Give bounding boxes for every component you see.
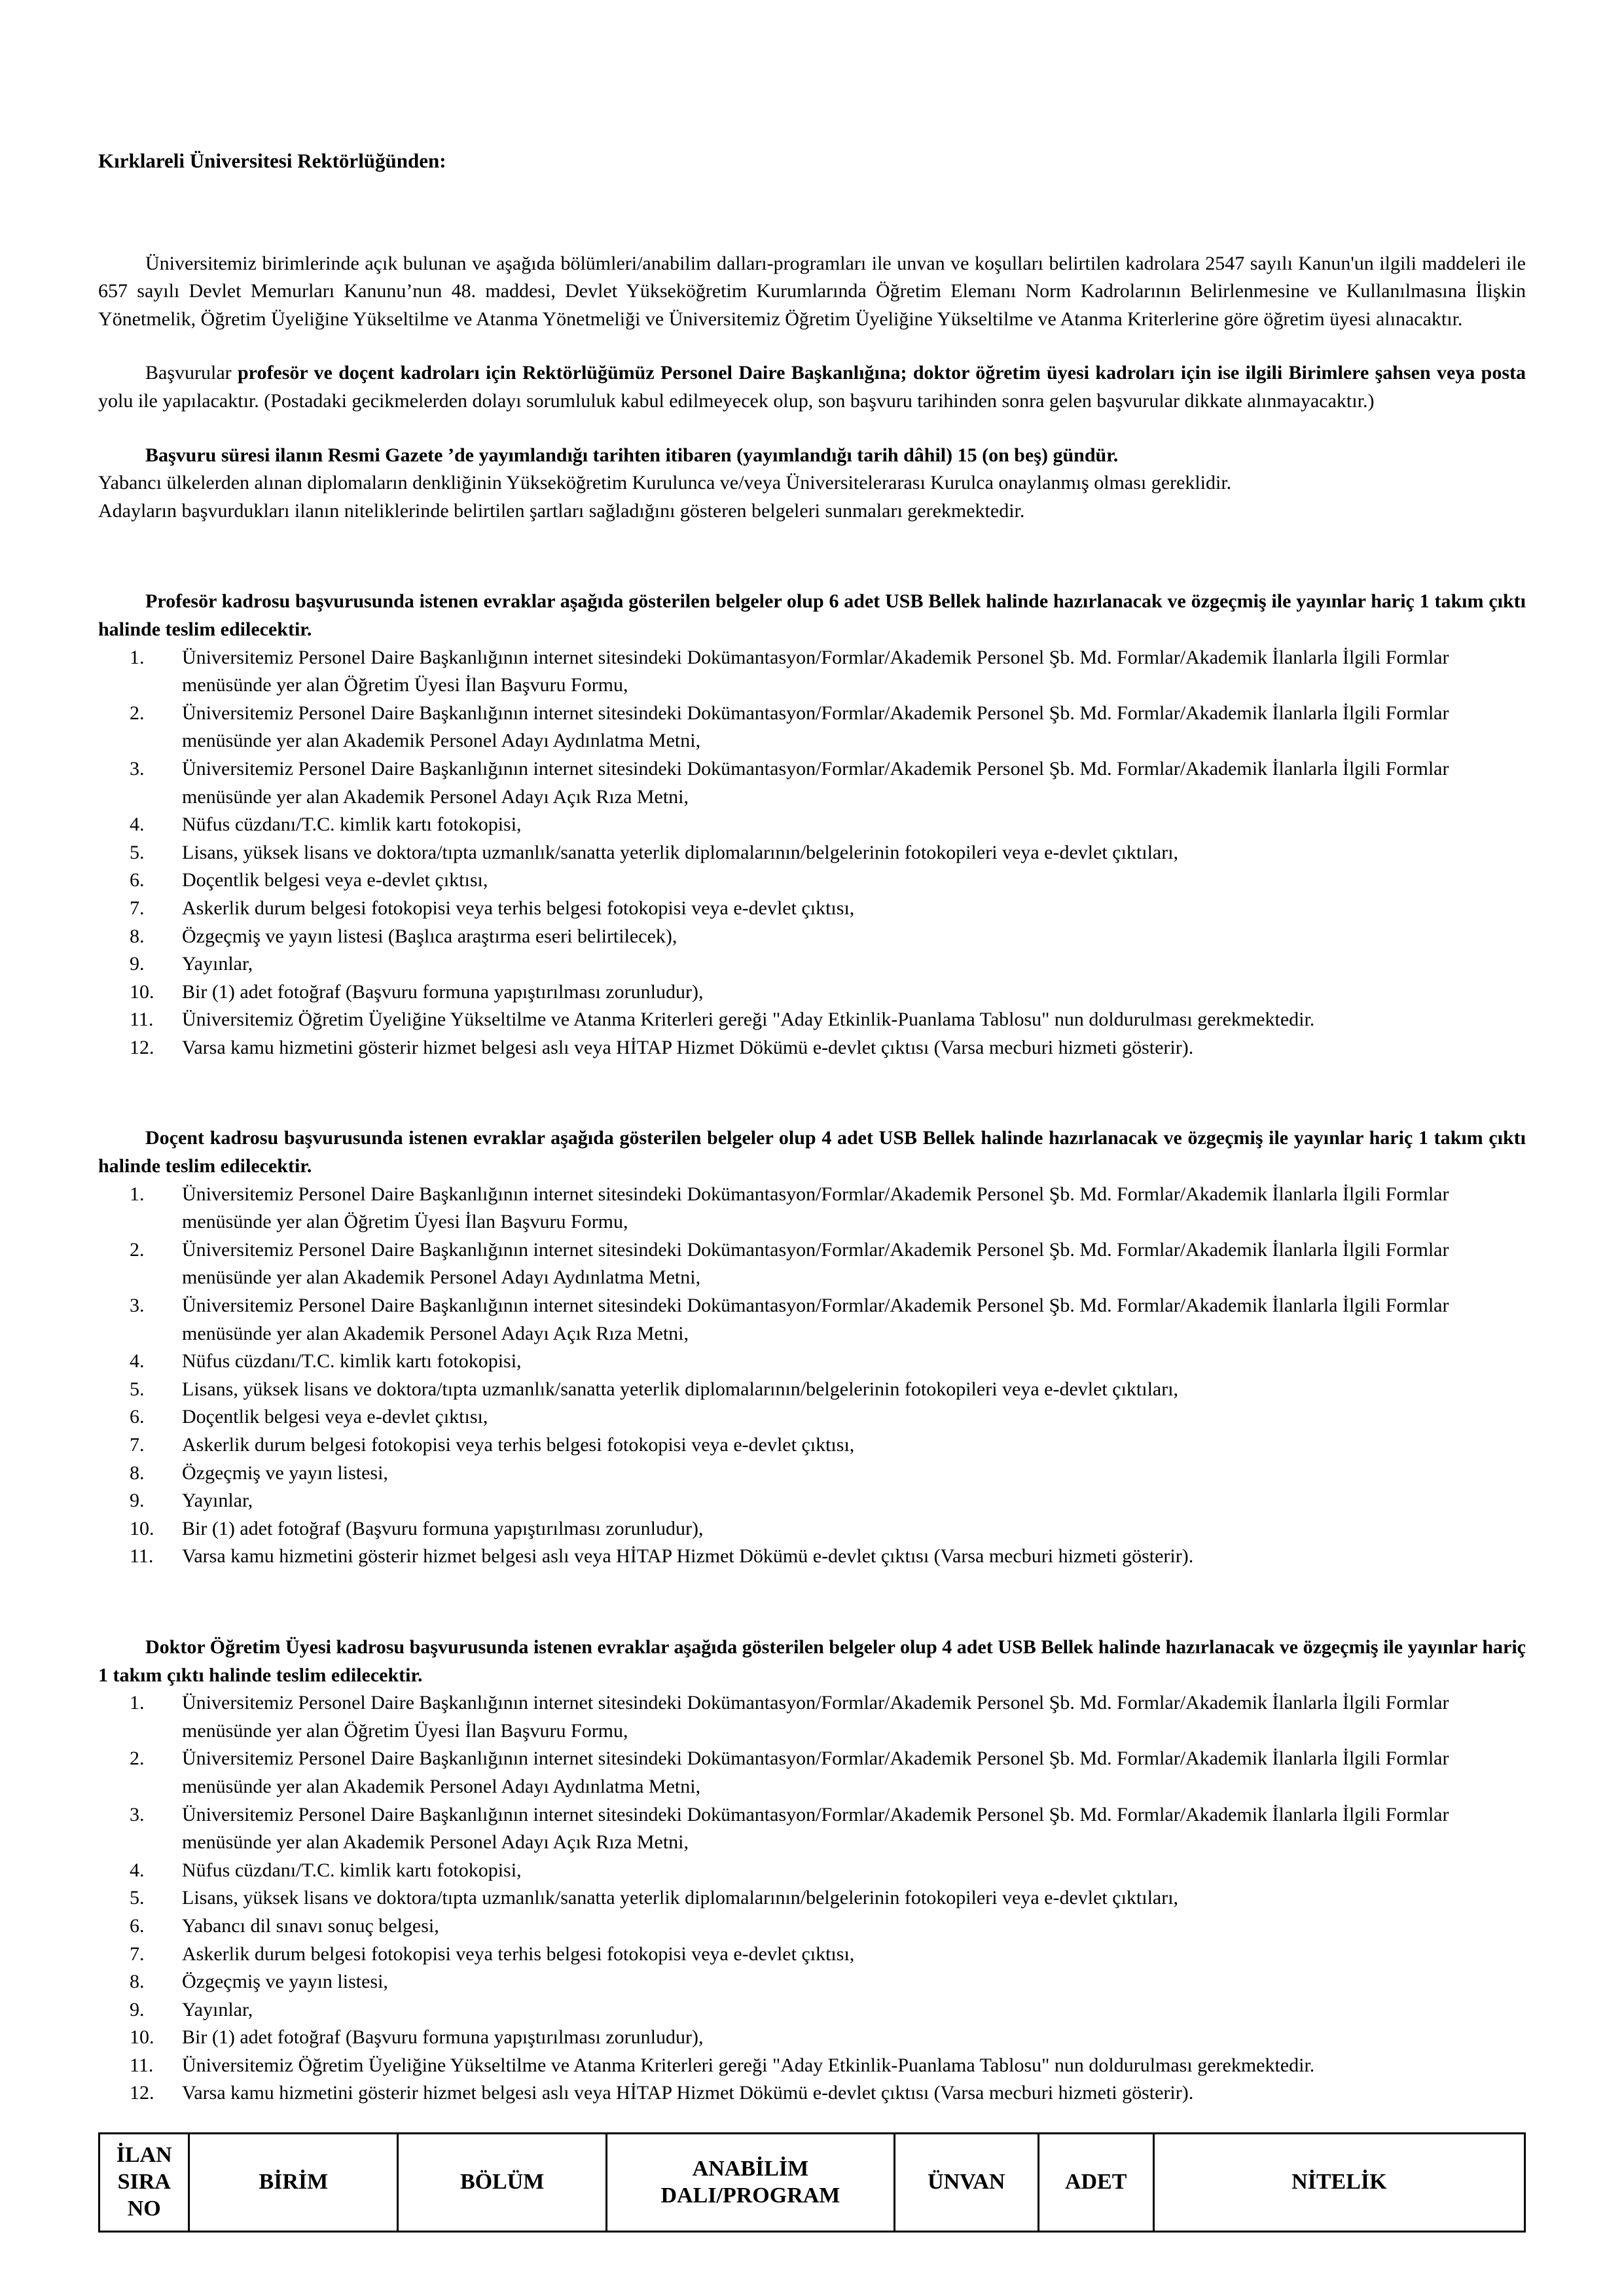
- list-item-text: Özgeçmiş ve yayın listesi,: [182, 1462, 388, 1484]
- list-item: [98, 1236, 1526, 1292]
- list-item: [98, 1912, 1526, 1941]
- kadro-table: [98, 2132, 1526, 2233]
- col-header-birim: BİRİM: [189, 2134, 398, 2232]
- col-header-bolum: BÖLÜM: [398, 2134, 607, 2232]
- list-item: [98, 1181, 1526, 1236]
- list-item: [98, 1884, 1526, 1912]
- list-item-text: Doçentlik belgesi veya e-devlet çıktısı,: [182, 869, 488, 891]
- list-item-number: 9.: [130, 1490, 145, 1512]
- list-item-number: 4.: [130, 1859, 145, 1881]
- list-item-number: 1.: [130, 1183, 145, 1205]
- list-item-text: Askerlik durum belgesi fotokopisi veya terhis belgesi fotokopisi veya e-devlet çıktısı,: [182, 1943, 855, 1965]
- list-item: [98, 1431, 1526, 1460]
- application-paragraph: [98, 359, 1526, 415]
- col-header-unvan: ÜNVAN: [894, 2134, 1038, 2232]
- list-item-text: Yabancı dil sınavı sonuç belgesi,: [182, 1914, 439, 1937]
- list-item-number: 4.: [130, 814, 145, 836]
- spacer: [98, 416, 1526, 442]
- list-item-number: 7.: [130, 1434, 145, 1456]
- spacer: [98, 333, 1526, 359]
- list-item-number: 10.: [130, 980, 154, 1003]
- list-item-text: Üniversitemiz Personel Daire Başkanlığının internet sitesindeki Dokümantasyon/Formlar/Akademik Personel Şb. Md. Formlar/Akademik İlanlarla İlgili Formlar menüsünde yer alan Akademik Personel Adayı Aydınlatma Metni,: [182, 1748, 1449, 1797]
- list-item: [98, 755, 1526, 811]
- list-item-number: 11.: [130, 2054, 154, 2076]
- list-item-number: 4.: [130, 1350, 145, 1372]
- list-item-text: Üniversitemiz Personel Daire Başkanlığının internet sitesindeki Dokümantasyon/Formlar/Akademik Personel Şb. Md. Formlar/Akademik İlanlarla İlgili Formlar menüsünde yer alan Öğretim Üyesi İlan Başvuru Formu,: [182, 646, 1449, 696]
- list-item-number: 7.: [130, 897, 145, 919]
- list-item-text: Bir (1) adet fotoğraf (Başvuru formuna yapıştırılması zorunludur),: [182, 2026, 704, 2049]
- table-header-row: [99, 2134, 1525, 2232]
- list-item-number: 6.: [130, 1914, 145, 1937]
- list-item-text: Varsa kamu hizmetini gösterir hizmet belgesi aslı veya HİTAP Hizmet Dökümü e-devlet çıktısı (Varsa mecburi hizmeti gösterir).: [182, 2082, 1194, 2104]
- list-item: [98, 923, 1526, 951]
- spacer: [98, 1062, 1526, 1124]
- col-header-ilan-sira-no: [99, 2134, 189, 2232]
- list-item-text: Nüfus cüzdanı/T.C. kimlik kartı fotokopisi,: [182, 1350, 522, 1372]
- list-item: [98, 1292, 1526, 1348]
- list-item: [98, 811, 1526, 839]
- col-header-adet: ADET: [1038, 2134, 1153, 2232]
- col-header-anabilim-dali-program: [607, 2134, 895, 2232]
- list-item-text: Varsa kamu hizmetini gösterir hizmet belgesi aslı veya HİTAP Hizmet Dökümü e-devlet çıktısı (Varsa mecburi hizmeti gösterir).: [182, 1545, 1194, 1568]
- requirements-list-doktor-ogretim-uyesi: [98, 1689, 1526, 2108]
- list-item-text: Lisans, yüksek lisans ve doktora/tıpta uzmanlık/sanatta yeterlik diplomalarının/belgelerinin fotokopileri veya e-devlet çıktıları,: [182, 1378, 1179, 1400]
- list-item: [98, 839, 1526, 867]
- list-item: [98, 1006, 1526, 1034]
- list-item-number: 9.: [130, 1998, 145, 2020]
- list-item-number: 8.: [130, 1462, 145, 1484]
- list-item-number: 7.: [130, 1943, 145, 1965]
- list-item-number: 11.: [130, 1545, 154, 1568]
- kadro-table-head: [99, 2134, 1525, 2232]
- application-lead: Başvurular: [145, 362, 238, 384]
- list-item: [98, 1996, 1526, 2024]
- list-item-number: 12.: [130, 2082, 154, 2104]
- list-item: [98, 700, 1526, 755]
- list-item-text: Doçentlik belgesi veya e-devlet çıktısı,: [182, 1406, 488, 1428]
- list-item: [98, 1857, 1526, 1885]
- list-item-number: 3.: [130, 757, 145, 780]
- list-item-number: 1.: [130, 646, 145, 668]
- application-bold: profesör ve doçent kadroları için Rektörlüğümüz Personel Daire Başkanlığına; doktor öğretim üyesi kadroları için ise ilgili Birimlere şahsen veya posta: [237, 362, 1526, 384]
- list-item-number: 11.: [130, 1009, 154, 1031]
- list-item-text: Bir (1) adet fotoğraf (Başvuru formuna yapıştırılması zorunludur),: [182, 1517, 704, 1539]
- list-item-number: 6.: [130, 869, 145, 891]
- list-item: [98, 2052, 1526, 2080]
- list-item-text: Üniversitemiz Personel Daire Başkanlığının internet sitesindeki Dokümantasyon/Formlar/Akademik Personel Şb. Md. Formlar/Akademik İlanlarla İlgili Formlar menüsünde yer alan Öğretim Üyesi İlan Başvuru Formu,: [182, 1183, 1449, 1233]
- list-item-text: Özgeçmiş ve yayın listesi,: [182, 1971, 388, 1993]
- section-heading-doktor-ogretim-uyesi: Doktor Öğretim Üyesi kadrosu başvurusunda istenen evraklar aşağıda gösterilen belgeler olup 4 adet USB Bellek halinde hazırlanacak ve özgeçmiş ile yayınlar hariç 1 takım çıktı halinde teslim edilecektir.: [98, 1636, 1526, 1686]
- list-item-number: 5.: [130, 1378, 145, 1400]
- list-item-text: Üniversitemiz Öğretim Üyeliğine Yükseltilme ve Atanma Kriterleri gereği "Aday Etkinlik-Puanlama Tablosu" nun doldurulması gerekmektedir.: [182, 1009, 1315, 1031]
- list-item-text: Üniversitemiz Personel Daire Başkanlığının internet sitesindeki Dokümantasyon/Formlar/Akademik Personel Şb. Md. Formlar/Akademik İlanlarla İlgili Formlar menüsünde yer alan Akademik Personel Adayı Açık Rıza Metni,: [182, 757, 1449, 808]
- list-item: [98, 1376, 1526, 1404]
- col-header-nitelik: NİTELİK: [1153, 2134, 1525, 2232]
- list-item-number: 1.: [130, 1692, 145, 1714]
- list-item: [98, 1348, 1526, 1376]
- list-item-number: 10.: [130, 2026, 154, 2049]
- list-item: [98, 2024, 1526, 2052]
- spacer: [98, 525, 1526, 588]
- list-item-number: 2.: [130, 1238, 145, 1261]
- list-item: [98, 1487, 1526, 1515]
- list-item: [98, 1034, 1526, 1062]
- list-item-number: 2.: [130, 1748, 145, 1770]
- list-item-number: 10.: [130, 1517, 154, 1539]
- list-item: [98, 978, 1526, 1007]
- list-item: [98, 950, 1526, 978]
- col-header-line: ANABİLİM: [692, 2156, 809, 2181]
- deadline-bold-line: Başvuru süresi ilanın Resmi Gazete ’de yayımlandığı tarihten itibaren (yayımlandığı tarih dâhil) 15 (on beş) gündür.: [145, 444, 1119, 466]
- list-item-text: Lisans, yüksek lisans ve doktora/tıpta uzmanlık/sanatta yeterlik diplomalarının/belgelerinin fotokopileri veya e-devlet çıktıları,: [182, 841, 1179, 863]
- list-item-number: 3.: [130, 1295, 145, 1317]
- list-item-text: Askerlik durum belgesi fotokopisi veya terhis belgesi fotokopisi veya e-devlet çıktısı,: [182, 897, 855, 919]
- diploma-equivalency-line: Yabancı ülkelerden alınan diplomaların denkliğinin Yükseköğretim Kurulunca ve/veya Üniversitelerarası Kurulca onaylanmış olması gereklidir.: [98, 472, 1232, 494]
- list-item-text: Nüfus cüzdanı/T.C. kimlik kartı fotokopisi,: [182, 814, 522, 836]
- list-item: [98, 1543, 1526, 1571]
- list-item: [98, 1745, 1526, 1801]
- list-item-number: 2.: [130, 702, 145, 724]
- candidate-documents-line: Adayların başvurdukları ilanın niteliklerinde belirtilen şartları sağladığını gösteren belgeleri sunmaları gerekmektedir.: [98, 499, 1025, 522]
- list-item-text: Üniversitemiz Personel Daire Başkanlığının internet sitesindeki Dokümantasyon/Formlar/Akademik Personel Şb. Md. Formlar/Akademik İlanlarla İlgili Formlar menüsünde yer alan Akademik Personel Adayı Açık Rıza Metni,: [182, 1803, 1449, 1854]
- col-header-line: NO: [127, 2196, 161, 2221]
- list-item-text: Yayınlar,: [182, 1998, 253, 2020]
- list-item-text: Askerlik durum belgesi fotokopisi veya terhis belgesi fotokopisi veya e-devlet çıktısı,: [182, 1434, 855, 1456]
- list-item-text: Üniversitemiz Personel Daire Başkanlığının internet sitesindeki Dokümantasyon/Formlar/Akademik Personel Şb. Md. Formlar/Akademik İlanlarla İlgili Formlar menüsünde yer alan Akademik Personel Adayı Aydınlatma Metni,: [182, 1238, 1449, 1289]
- spacer: [98, 1571, 1526, 1634]
- list-item: [98, 1968, 1526, 1996]
- list-item: [98, 1460, 1526, 1488]
- list-item: [98, 1941, 1526, 1969]
- requirements-list-professor: [98, 644, 1526, 1062]
- list-item-text: Özgeçmiş ve yayın listesi (Başlıca araştırma eseri belirtilecek),: [182, 925, 677, 947]
- list-item: [98, 1801, 1526, 1857]
- list-item-number: 8.: [130, 925, 145, 947]
- section-heading-professor: Profesör kadrosu başvurusunda istenen evraklar aşağıda gösterilen belgeler olup 6 adet USB Bellek halinde hazırlanacak ve özgeçmiş ile yayınlar hariç 1 takım çıktı halinde teslim edilecektir.: [98, 590, 1526, 640]
- list-item-number: 5.: [130, 841, 145, 863]
- list-item: [98, 644, 1526, 700]
- list-item-text: Varsa kamu hizmetini gösterir hizmet belgesi aslı veya HİTAP Hizmet Dökümü e-devlet çıktısı (Varsa mecburi hizmeti gösterir).: [182, 1036, 1194, 1058]
- list-item-text: Üniversitemiz Personel Daire Başkanlığının internet sitesindeki Dokümantasyon/Formlar/Akademik Personel Şb. Md. Formlar/Akademik İlanlarla İlgili Formlar menüsünde yer alan Akademik Personel Adayı Aydınlatma Metni,: [182, 702, 1449, 752]
- list-item: [98, 1403, 1526, 1431]
- list-item-text: Üniversitemiz Öğretim Üyeliğine Yükseltilme ve Atanma Kriterleri gereği "Aday Etkinlik-Puanlama Tablosu" nun doldurulması gerekmektedir.: [182, 2054, 1315, 2076]
- list-item: [98, 867, 1526, 895]
- list-item-text: Yayınlar,: [182, 1490, 253, 1512]
- list-item-text: Lisans, yüksek lisans ve doktora/tıpta uzmanlık/sanatta yeterlik diplomalarının/belgelerinin fotokopileri veya e-devlet çıktıları,: [182, 1887, 1179, 1909]
- title-spacer: [98, 173, 1526, 250]
- application-tail: yolu ile yapılacaktır. (Postadaki gecikmelerden dolayı sorumluluk kabul edilmeyecek olup, son başvuru tarihinden sonra gelen başvurular dikkate alınmayacaktır.): [98, 390, 1375, 412]
- list-item-text: Üniversitemiz Personel Daire Başkanlığının internet sitesindeki Dokümantasyon/Formlar/Akademik Personel Şb. Md. Formlar/Akademik İlanlarla İlgili Formlar menüsünde yer alan Öğretim Üyesi İlan Başvuru Formu,: [182, 1692, 1449, 1742]
- list-item-text: Üniversitemiz Personel Daire Başkanlığının internet sitesindeki Dokümantasyon/Formlar/Akademik Personel Şb. Md. Formlar/Akademik İlanlarla İlgili Formlar menüsünde yer alan Akademik Personel Adayı Açık Rıza Metni,: [182, 1295, 1449, 1344]
- list-item-text: Bir (1) adet fotoğraf (Başvuru formuna yapıştırılması zorunludur),: [182, 980, 704, 1003]
- col-header-line: İLAN: [116, 2143, 172, 2168]
- list-item: [98, 1689, 1526, 1745]
- list-item: [98, 895, 1526, 923]
- list-item: [98, 2079, 1526, 2108]
- list-item-number: 5.: [130, 1887, 145, 1909]
- col-header-line: SIRA: [117, 2170, 171, 2195]
- intro-paragraph: Üniversitemiz birimlerinde açık bulunan ve aşağıda bölümleri/anabilim dalları-programları ile unvan ve koşulları belirtilen kadrolara 2547 sayılı Kanun'un ilgili maddeleri ile 657 sayılı Devlet Memurları Kanunu’nun 48. maddesi, Devlet Yükseköğretim Kurumlarında Öğretim Elemanı Norm Kadrolarının Belirlenmesine ve Kullanılmasına İlişkin Yönetmelik, Öğretim Üyeliğine Yükseltilme ve Atanma Yönetmeliği ve Üniversitemiz Öğretim Üyeliğine Yükseltilme ve Atanma Kriterlerine göre öğretim üyesi alınacaktır.: [98, 252, 1526, 330]
- col-header-line: DALI/PROGRAM: [660, 2183, 840, 2208]
- section-heading-docent: Doçent kadrosu başvurusunda istenen evraklar aşağıda gösterilen belgeler olup 4 adet USB Bellek halinde hazırlanacak ve özgeçmiş ile yayınlar hariç 1 takım çıktı halinde teslim edilecektir.: [98, 1127, 1526, 1177]
- list-item-text: Yayınlar,: [182, 953, 253, 975]
- list-item: [98, 1515, 1526, 1543]
- requirements-list-docent: [98, 1181, 1526, 1571]
- list-item-text: Nüfus cüzdanı/T.C. kimlik kartı fotokopisi,: [182, 1859, 522, 1881]
- page-title: Kırklareli Üniversitesi Rektörlüğünden:: [98, 149, 446, 172]
- list-item-number: 8.: [130, 1971, 145, 1993]
- list-item-number: 6.: [130, 1406, 145, 1428]
- list-item-number: 3.: [130, 1803, 145, 1825]
- list-item-number: 9.: [130, 953, 145, 975]
- list-item-number: 12.: [130, 1036, 154, 1058]
